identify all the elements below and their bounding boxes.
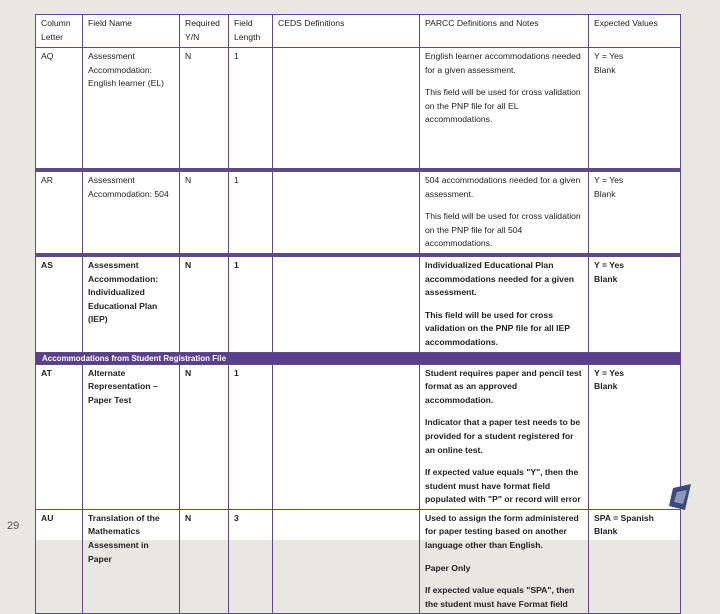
cell-field-length: 1: [229, 172, 273, 255]
expected-value: Blank: [594, 64, 616, 75]
table-row: [36, 172, 681, 255]
cell-required: N: [180, 509, 229, 614]
expected-value: Y = Yes: [594, 51, 624, 61]
cell-field-name: Assessment Accommodation: English learner (EL): [83, 48, 180, 170]
note-paragraph: Used to assign the form administered for paper testing based on another language other than English.: [425, 512, 579, 551]
logo-icon: [669, 484, 693, 510]
field-spec-table: [35, 14, 681, 614]
cell-expected: [589, 172, 681, 255]
table-row: [36, 48, 681, 170]
expected-value: Blank: [594, 526, 618, 537]
cell-column-letter: AU: [36, 509, 83, 614]
cell-column-letter: AT: [36, 364, 83, 509]
cell-expected: [589, 48, 681, 170]
expected-value: Blank: [594, 381, 618, 392]
header-column-letter: Column Letter: [36, 15, 83, 48]
cell-field-name: Assessment Accommodation: Individualized Educational Plan (IEP): [83, 256, 180, 352]
cell-required: N: [180, 172, 229, 255]
expected-value: Blank: [594, 273, 618, 284]
cell-ceds: [273, 256, 420, 352]
cell-field-name: Alternate Representation – Paper Test: [83, 364, 180, 509]
note-paragraph: English learner accommodations needed for a given assessment.: [425, 51, 581, 75]
cell-required: N: [180, 256, 229, 352]
cell-field-name: Assessment Accommodation: 504: [83, 172, 180, 255]
table-row: [36, 364, 681, 509]
expected-value: Y = Yes: [594, 259, 625, 270]
cell-notes: [420, 172, 589, 255]
cell-expected: [589, 509, 681, 614]
cell-notes: [420, 256, 589, 352]
note-paragraph: This field will be used for cross validation on the PNP file for all EL accommodations.: [425, 87, 581, 125]
cell-notes: [420, 48, 589, 170]
cell-field-length: 1: [229, 48, 273, 170]
header-parcc-notes: PARCC Definitions and Notes: [420, 15, 589, 48]
cell-expected: [589, 256, 681, 352]
cell-ceds: [273, 172, 420, 255]
note-paragraph: If expected value equals "Y", then the student must have format field populated with "P" or record will error: [425, 467, 581, 505]
header-ceds-definitions: CEDS Definitions: [273, 15, 420, 48]
expected-value: Y = Yes: [594, 175, 624, 185]
section-header-row: [36, 352, 681, 364]
cell-notes: [420, 509, 589, 614]
header-row: [36, 15, 681, 48]
note-paragraph: If expected value equals "SPA", then the student must have Format field: [425, 585, 575, 609]
header-required: Required Y/N: [180, 15, 229, 48]
note-paragraph: 504 accommodations needed for a given assessment.: [425, 175, 581, 199]
cell-field-length: 1: [229, 256, 273, 352]
cell-field-length: 1: [229, 364, 273, 509]
table-row: [36, 256, 681, 352]
section-title: Accommodations from Student Registration File: [36, 352, 681, 364]
note-paragraph: Student requires paper and pencil test format as an approved accommodation.: [425, 367, 582, 405]
cell-expected: [589, 364, 681, 509]
note-paragraph: Indicator that a paper test needs to be provided for a student registered for an online test.: [425, 417, 581, 455]
cell-ceds: [273, 364, 420, 509]
cell-notes: [420, 364, 589, 509]
cell-required: N: [180, 48, 229, 170]
expected-value: Blank: [594, 188, 616, 199]
note-paragraph: Paper Only: [425, 562, 471, 573]
cell-ceds: [273, 509, 420, 614]
cell-required: N: [180, 364, 229, 509]
table-row: [36, 509, 681, 614]
cell-field-length: 3: [229, 509, 273, 614]
cell-column-letter: AQ: [36, 48, 83, 170]
header-field-length: Field Length: [229, 15, 273, 48]
note-paragraph: This field will be used for cross validation on the PNP file for all 504 accommodations.: [425, 211, 581, 249]
note-paragraph: This field will be used for cross validation on the PNP file for all IEP accommodations.: [425, 309, 570, 347]
note-paragraph: Individualized Educational Plan accommodations needed for a given assessment.: [425, 259, 574, 298]
expected-value: SPA = Spanish: [594, 512, 654, 523]
header-expected-values: Expected Values: [589, 15, 681, 48]
cell-ceds: [273, 48, 420, 170]
spec-table-page: [35, 14, 680, 609]
header-field-name: Field Name: [83, 15, 180, 48]
cell-column-letter: AR: [36, 172, 83, 255]
page-number: 29: [7, 520, 20, 532]
cell-field-name: Translation of the Mathematics Assessment in Paper: [83, 509, 180, 614]
cell-column-letter: AS: [36, 256, 83, 352]
expected-value: Y = Yes: [594, 367, 625, 378]
